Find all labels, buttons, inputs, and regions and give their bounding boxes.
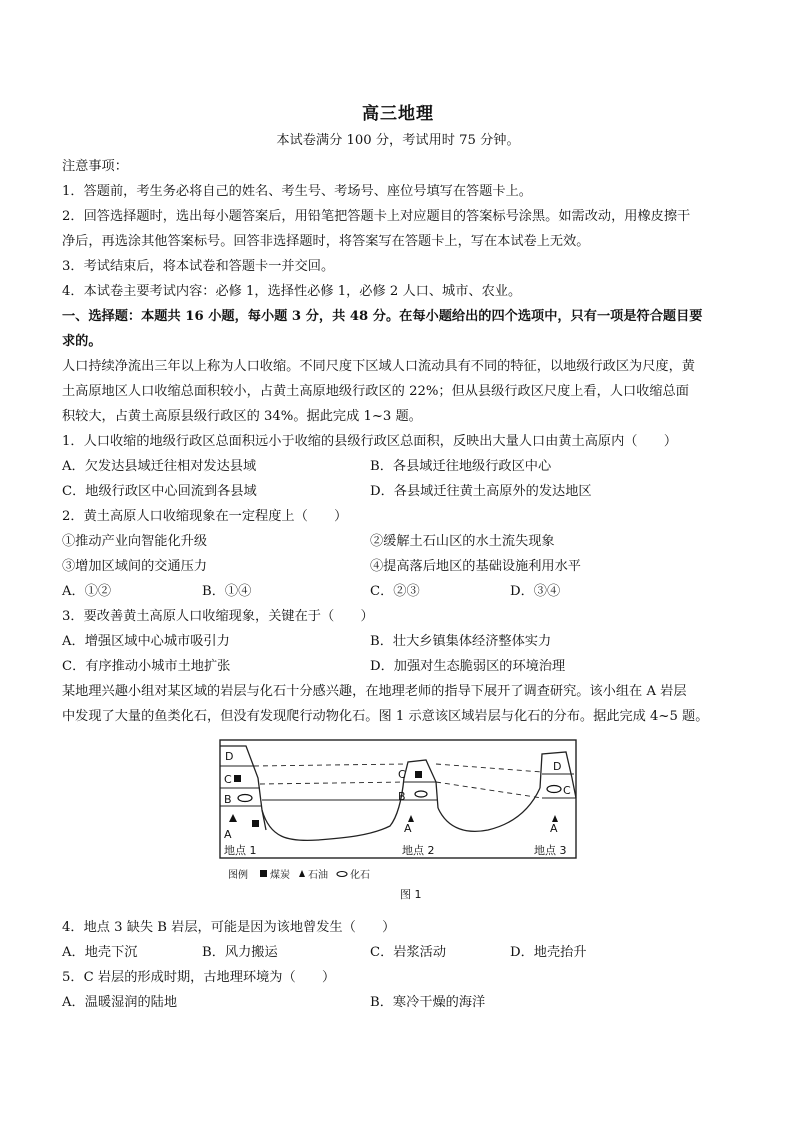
legend-coal-icon (260, 870, 267, 877)
correlation-line-3 (436, 764, 542, 772)
question-3-stem: 3．要改善黄土高原人口收缩现象，关键在于（ ） (62, 609, 374, 624)
question-2-stem: 2．黄土高原人口收缩现象在一定程度上（ ） (62, 509, 348, 524)
question-2-option-c: C．②③ (370, 584, 420, 599)
passage1-line1: 人口持续净流出三年以上称为人口收缩。不同尺度下区域人口流动具有不同的特征，以地级行政区为尺度，黄 (62, 359, 695, 374)
site-2-label: 地点 2 (402, 844, 435, 857)
coal-icon (252, 820, 259, 827)
strata-diagram (158, 738, 578, 902)
question-5-option-b: B．寒冷干燥的海洋 (370, 995, 486, 1010)
notice-item-3: 3．考试结束后，将本试卷和答题卡一并交回。 (62, 259, 335, 274)
site1-label-a: A (224, 828, 232, 841)
site-3-label: 地点 3 (534, 844, 567, 857)
site2-label-b: B (398, 790, 406, 803)
site1-label-b: B (224, 793, 232, 806)
question-2-option-a: A．①② (62, 584, 112, 599)
fossil-icon (547, 786, 561, 793)
notice-heading: 注意事项： (62, 159, 128, 174)
question-1-option-a: A．欠发达县域迁往相对发达县域 (62, 459, 257, 474)
section-heading-cont: 求的。 (62, 334, 102, 349)
exam-subtitle: 本试卷满分 100 分，考试用时 75 分钟。 (276, 133, 520, 148)
question-1-option-c: C．地级行政区中心回流到各县域 (62, 484, 257, 499)
question-4-option-b: B．风力搬运 (202, 945, 278, 960)
site3-label-c: C (563, 784, 571, 797)
notice-item-1: 1．答题前，考生务必将自己的姓名、考生号、考场号、座位号填写在答题卡上。 (62, 184, 532, 199)
correlation-line-4 (436, 782, 542, 798)
oil-icon (229, 814, 237, 822)
coal-icon (415, 771, 422, 778)
question-2-option-d: D．③④ (510, 584, 561, 599)
question-4-stem: 4．地点 3 缺失 B 岩层，可能是因为该地曾发生（ ） (62, 920, 396, 935)
legend-coal-label: 煤炭 (270, 870, 290, 881)
figure-caption: 图 1 (400, 888, 422, 901)
legend-oil-icon (299, 870, 305, 877)
site1-label-d: D (225, 750, 234, 763)
question-4-option-d: D．地壳抬升 (510, 945, 587, 960)
question-5-option-a: A．温暖湿润的陆地 (62, 995, 178, 1010)
question-2-statement-4: ④提高落后地区的基础设施利用水平 (370, 559, 581, 574)
legend-prefix: 图例 (228, 870, 248, 881)
site3-label-a: A (550, 822, 558, 835)
question-1-option-b: B．各县域迁往地级行政区中心 (370, 459, 552, 474)
legend-fossil-icon (337, 872, 347, 877)
page-title: 高三地理 (362, 104, 434, 124)
passage1-line2: 土高原地区人口收缩总面积较小，占黄土高原地级行政区的 22%；但从县级行政区尺度上看，人口收缩总面 (62, 384, 689, 399)
site3-label-d: D (553, 760, 562, 773)
coal-icon (234, 775, 241, 782)
question-2-statement-1: ①推动产业向智能化升级 (62, 534, 208, 549)
notice-item-2: 2．回答选择题时，选出每小题答案后，用铅笔把答题卡上对应题目的答案标号涂黑。如需改动，用橡皮擦干 (62, 209, 691, 224)
question-5-stem: 5．C 岩层的形成时期，古地理环境为（ ） (62, 970, 336, 985)
question-1-stem: 1．人口收缩的地级行政区总面积远小于收缩的县级行政区总面积，反映出大量人口由黄土高原内（ ） (62, 434, 678, 449)
question-4-option-c: C．岩浆活动 (370, 945, 447, 960)
question-3-option-d: D．加强对生态脆弱区的环境治理 (370, 659, 566, 674)
site2-peak (404, 760, 438, 808)
question-1-option-d: D．各县域迁往黄土高原外的发达地区 (370, 484, 592, 499)
oil-icon (408, 815, 414, 822)
fossil-icon (415, 791, 427, 797)
fossil-icon (238, 795, 252, 802)
site2-label-c: C (398, 768, 406, 781)
site2-label-a: A (404, 822, 412, 835)
strata-figure (158, 738, 578, 902)
site-1-label: 地点 1 (224, 844, 257, 857)
question-3-option-c: C．有序推动小城市土地扩张 (62, 659, 231, 674)
legend-fossil-label: 化石 (350, 870, 370, 881)
valley-right-outline (438, 788, 540, 831)
legend-oil-label: 石油 (308, 870, 328, 881)
valley-left-outline (262, 778, 404, 840)
section-heading: 一、选择题：本题共 16 小题，每小题 3 分，共 48 分。在每小题给出的四个选项中，只有一项是符合题目要 (62, 309, 703, 324)
question-3-option-a: A．增强区域中心城市吸引力 (62, 634, 230, 649)
question-2-statement-2: ②缓解土石山区的水土流失现象 (370, 534, 555, 549)
notice-item-2-cont: 净后，再选涂其他答案标号。回答非选择题时，将答案写在答题卡上，写在本试卷上无效。 (62, 234, 590, 249)
question-2-option-b: B．①④ (202, 584, 252, 599)
question-3-option-b: B．壮大乡镇集体经济整体实力 (370, 634, 552, 649)
notice-item-4: 4．本试卷主要考试内容：必修 1，选择性必修 1，必修 2 人口、城市、农业。 (62, 284, 522, 299)
passage1-line3: 积较大，占黄土高原县级行政区的 34%。据此完成 1~3 题。 (62, 409, 422, 424)
passage2-line2: 中发现了大量的鱼类化石，但没有发现爬行动物化石。图 1 示意该区域岩层与化石的分布。据此完成 4~5 题。 (62, 709, 709, 724)
question-2-statement-3: ③增加区域间的交通压力 (62, 559, 208, 574)
question-4-option-a: A．地壳下沉 (62, 945, 138, 960)
correlation-line-1 (254, 764, 406, 766)
passage2-line1: 某地理兴趣小组对某区域的岩层与化石十分感兴趣，在地理老师的指导下展开了调查研究。该小组在 A 岩层 (62, 684, 687, 699)
oil-icon (552, 815, 558, 822)
correlation-line-2 (260, 782, 406, 784)
site1-label-c: C (224, 773, 232, 786)
